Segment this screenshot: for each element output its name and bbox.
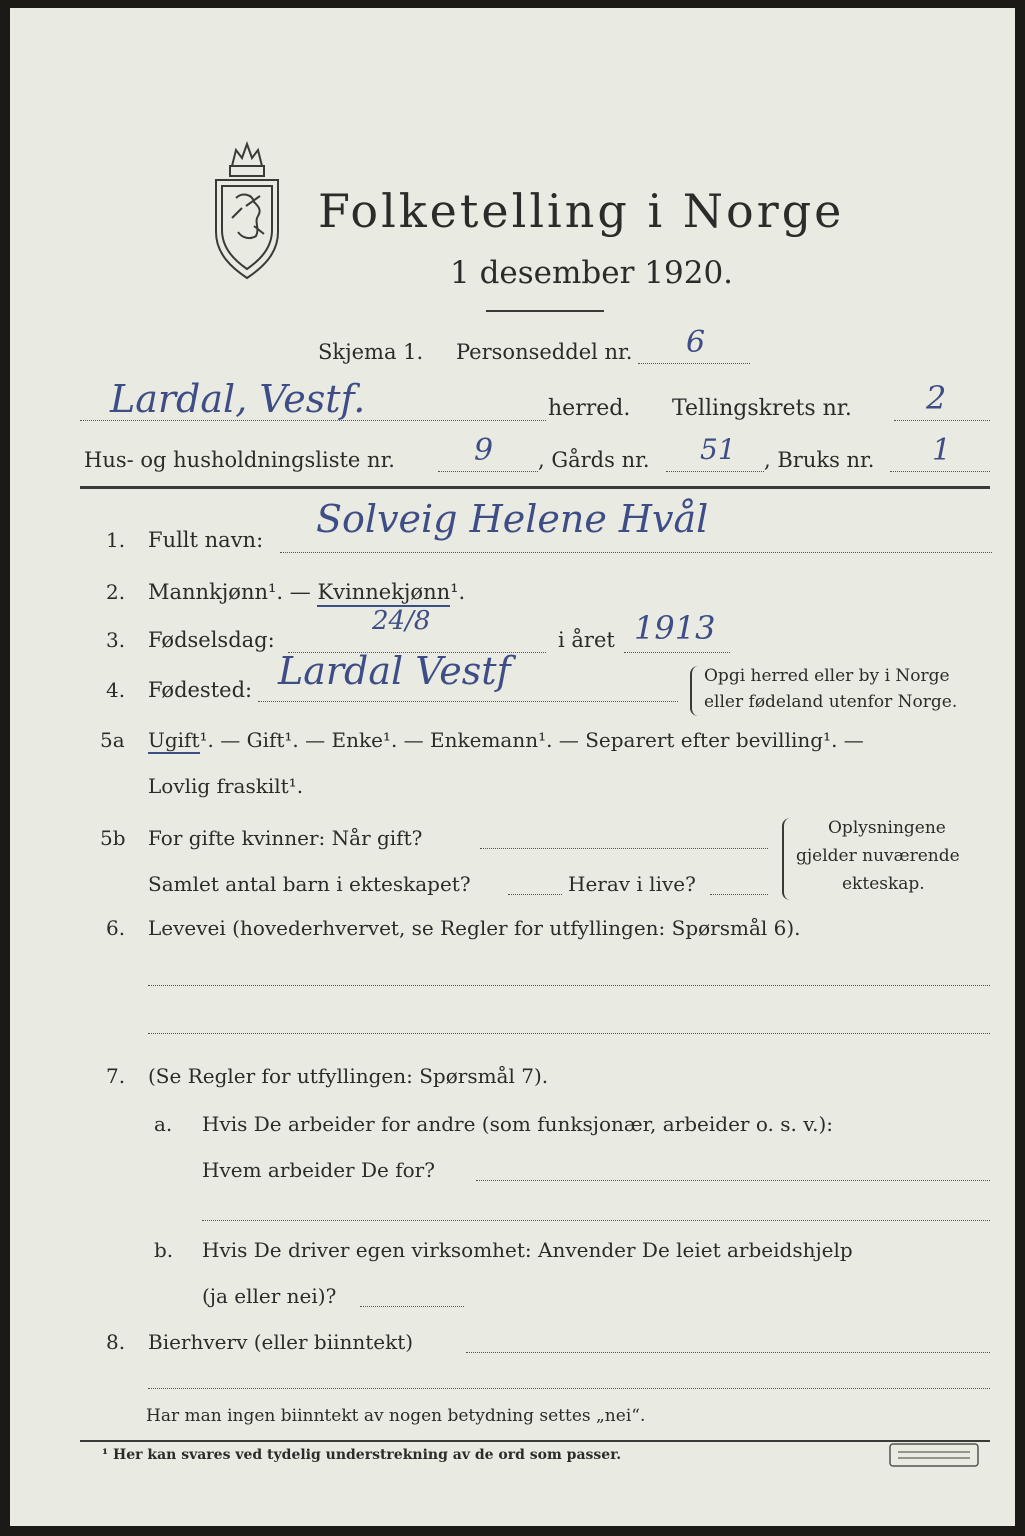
q7-text: (Se Regler for utfyllingen: Spørsmål 7). xyxy=(148,1064,549,1088)
q4-label: Fødested: xyxy=(148,678,253,702)
gards-label: , Gårds nr. xyxy=(538,448,650,472)
q7-number: 7. xyxy=(106,1064,126,1088)
q4-note-line2: eller fødeland utenfor Norge. xyxy=(704,692,958,712)
footnote: ¹ Her kan svares ved tydelig understrekning av de ord som passer. xyxy=(102,1447,622,1463)
q7a-answer-line2 xyxy=(202,1220,990,1221)
q7b-answer-line xyxy=(360,1306,464,1307)
tellingskrets-value: 2 xyxy=(926,379,947,417)
q5b-note-line3: ekteskap. xyxy=(842,874,925,894)
bruks-value: 1 xyxy=(932,433,952,468)
bruks-line xyxy=(890,471,990,472)
census-form-page xyxy=(10,8,1015,1526)
q1-number: 1. xyxy=(106,528,126,552)
hus-label: Hus- og husholdningsliste nr. xyxy=(84,448,395,472)
q4-note-brace xyxy=(690,666,700,716)
hus-value: 9 xyxy=(474,433,494,468)
tellingskrets-label: Tellingskrets nr. xyxy=(672,396,852,421)
q7a-answer-line1 xyxy=(476,1180,990,1181)
skjema-label: Skjema 1. xyxy=(318,340,424,364)
q7a-line2: Hvem arbeider De for? xyxy=(202,1158,435,1182)
herred-label: herred. xyxy=(548,396,631,421)
q7b-letter: b. xyxy=(154,1238,174,1262)
q6-text: Levevei (hovederhvervet, se Regler for utfyllingen: Spørsmål 6). xyxy=(148,916,801,940)
personseddel-label: Personseddel nr. xyxy=(456,340,633,364)
personseddel-value: 6 xyxy=(686,325,706,360)
q5a-ugift: Ugift xyxy=(148,728,200,752)
gards-line xyxy=(666,471,764,472)
q5a-line2: Lovlig fraskilt¹. xyxy=(148,774,304,798)
q5a-line1 xyxy=(148,730,864,750)
q5b-note-brace xyxy=(782,818,792,900)
q5b-children-line xyxy=(508,894,562,895)
bottom-note: Har man ingen biinntekt av nogen betydning settes „nei“. xyxy=(146,1406,646,1426)
q8-number: 8. xyxy=(106,1330,126,1354)
q2-number: 2. xyxy=(106,580,126,604)
q7a-line1: Hvis De arbeider for andre (som funksjonær, arbeider o. s. v.): xyxy=(202,1112,834,1136)
tellingskrets-line xyxy=(894,420,990,421)
q1-line xyxy=(280,552,992,553)
q6-number: 6. xyxy=(106,916,126,940)
q3-birthday-value: 24/8 xyxy=(372,606,431,636)
title-divider xyxy=(486,310,604,312)
hus-line xyxy=(438,471,538,472)
q1-label: Fullt navn: xyxy=(148,528,264,552)
q7b-line2: (ja eller nei)? xyxy=(202,1284,337,1308)
header-separator xyxy=(80,486,990,489)
q4-line xyxy=(258,701,678,702)
q3-label: Fødselsdag: xyxy=(148,628,275,652)
bruks-label: , Bruks nr. xyxy=(764,448,875,472)
q5b-line1: For gifte kvinner: Når gift? xyxy=(148,826,423,850)
q7a-letter: a. xyxy=(154,1112,173,1136)
form-date: 1 desember 1920. xyxy=(450,255,734,291)
q5b-children-label: Samlet antal barn i ekteskapet? xyxy=(148,872,471,896)
herred-value: Lardal, Vestf. xyxy=(110,377,366,421)
printer-stamp-icon xyxy=(888,1442,980,1468)
q5b-number: 5b xyxy=(100,826,126,850)
q2-gender-line xyxy=(148,582,465,603)
q3-year-label: i året xyxy=(558,628,615,652)
q2-kvinnekjonn: Kvinnekjønn xyxy=(317,580,450,607)
q5b-note-line1: Oplysningene xyxy=(828,818,946,838)
q7b-line1: Hvis De driver egen virksomhet: Anvender De leiet arbeidshjelp xyxy=(202,1238,853,1262)
q4-number: 4. xyxy=(106,678,126,702)
footer-separator xyxy=(80,1440,990,1442)
q4-birthplace-value: Lardal Vestf xyxy=(278,649,511,693)
q3-year-value: 1913 xyxy=(634,609,716,647)
q5a-options: ¹. — Gift¹. — Enke¹. — Enkemann¹. — Separert efter bevilling¹. — xyxy=(199,728,864,752)
q5b-alive-line xyxy=(710,894,768,895)
q5b-married-line xyxy=(480,848,768,849)
q8-answer-line2 xyxy=(148,1388,990,1389)
q8-answer-line1 xyxy=(466,1352,990,1353)
q4-note-line1: Opgi herred eller by i Norge xyxy=(704,666,950,686)
q2-suffix: ¹. xyxy=(450,580,466,604)
q5b-alive-label: Herav i live? xyxy=(568,872,696,896)
q6-answer-line2 xyxy=(148,1033,990,1034)
q5b-note-line2: gjelder nuværende xyxy=(796,846,960,866)
form-title: Folketelling i Norge xyxy=(318,184,845,238)
q3-year-line xyxy=(624,652,730,653)
q2-mannkjonn: Mannkjønn¹. — xyxy=(148,580,318,604)
q6-answer-line1 xyxy=(148,985,990,986)
q3-number: 3. xyxy=(106,628,126,652)
q5a-number: 5a xyxy=(100,728,125,752)
q1-full-name-value: Solveig Helene Hvål xyxy=(316,497,709,541)
gards-value: 51 xyxy=(700,433,736,466)
coat-of-arms-icon xyxy=(202,136,292,286)
personseddel-line xyxy=(638,363,750,364)
q8-label: Bierhverv (eller biinntekt) xyxy=(148,1330,414,1354)
